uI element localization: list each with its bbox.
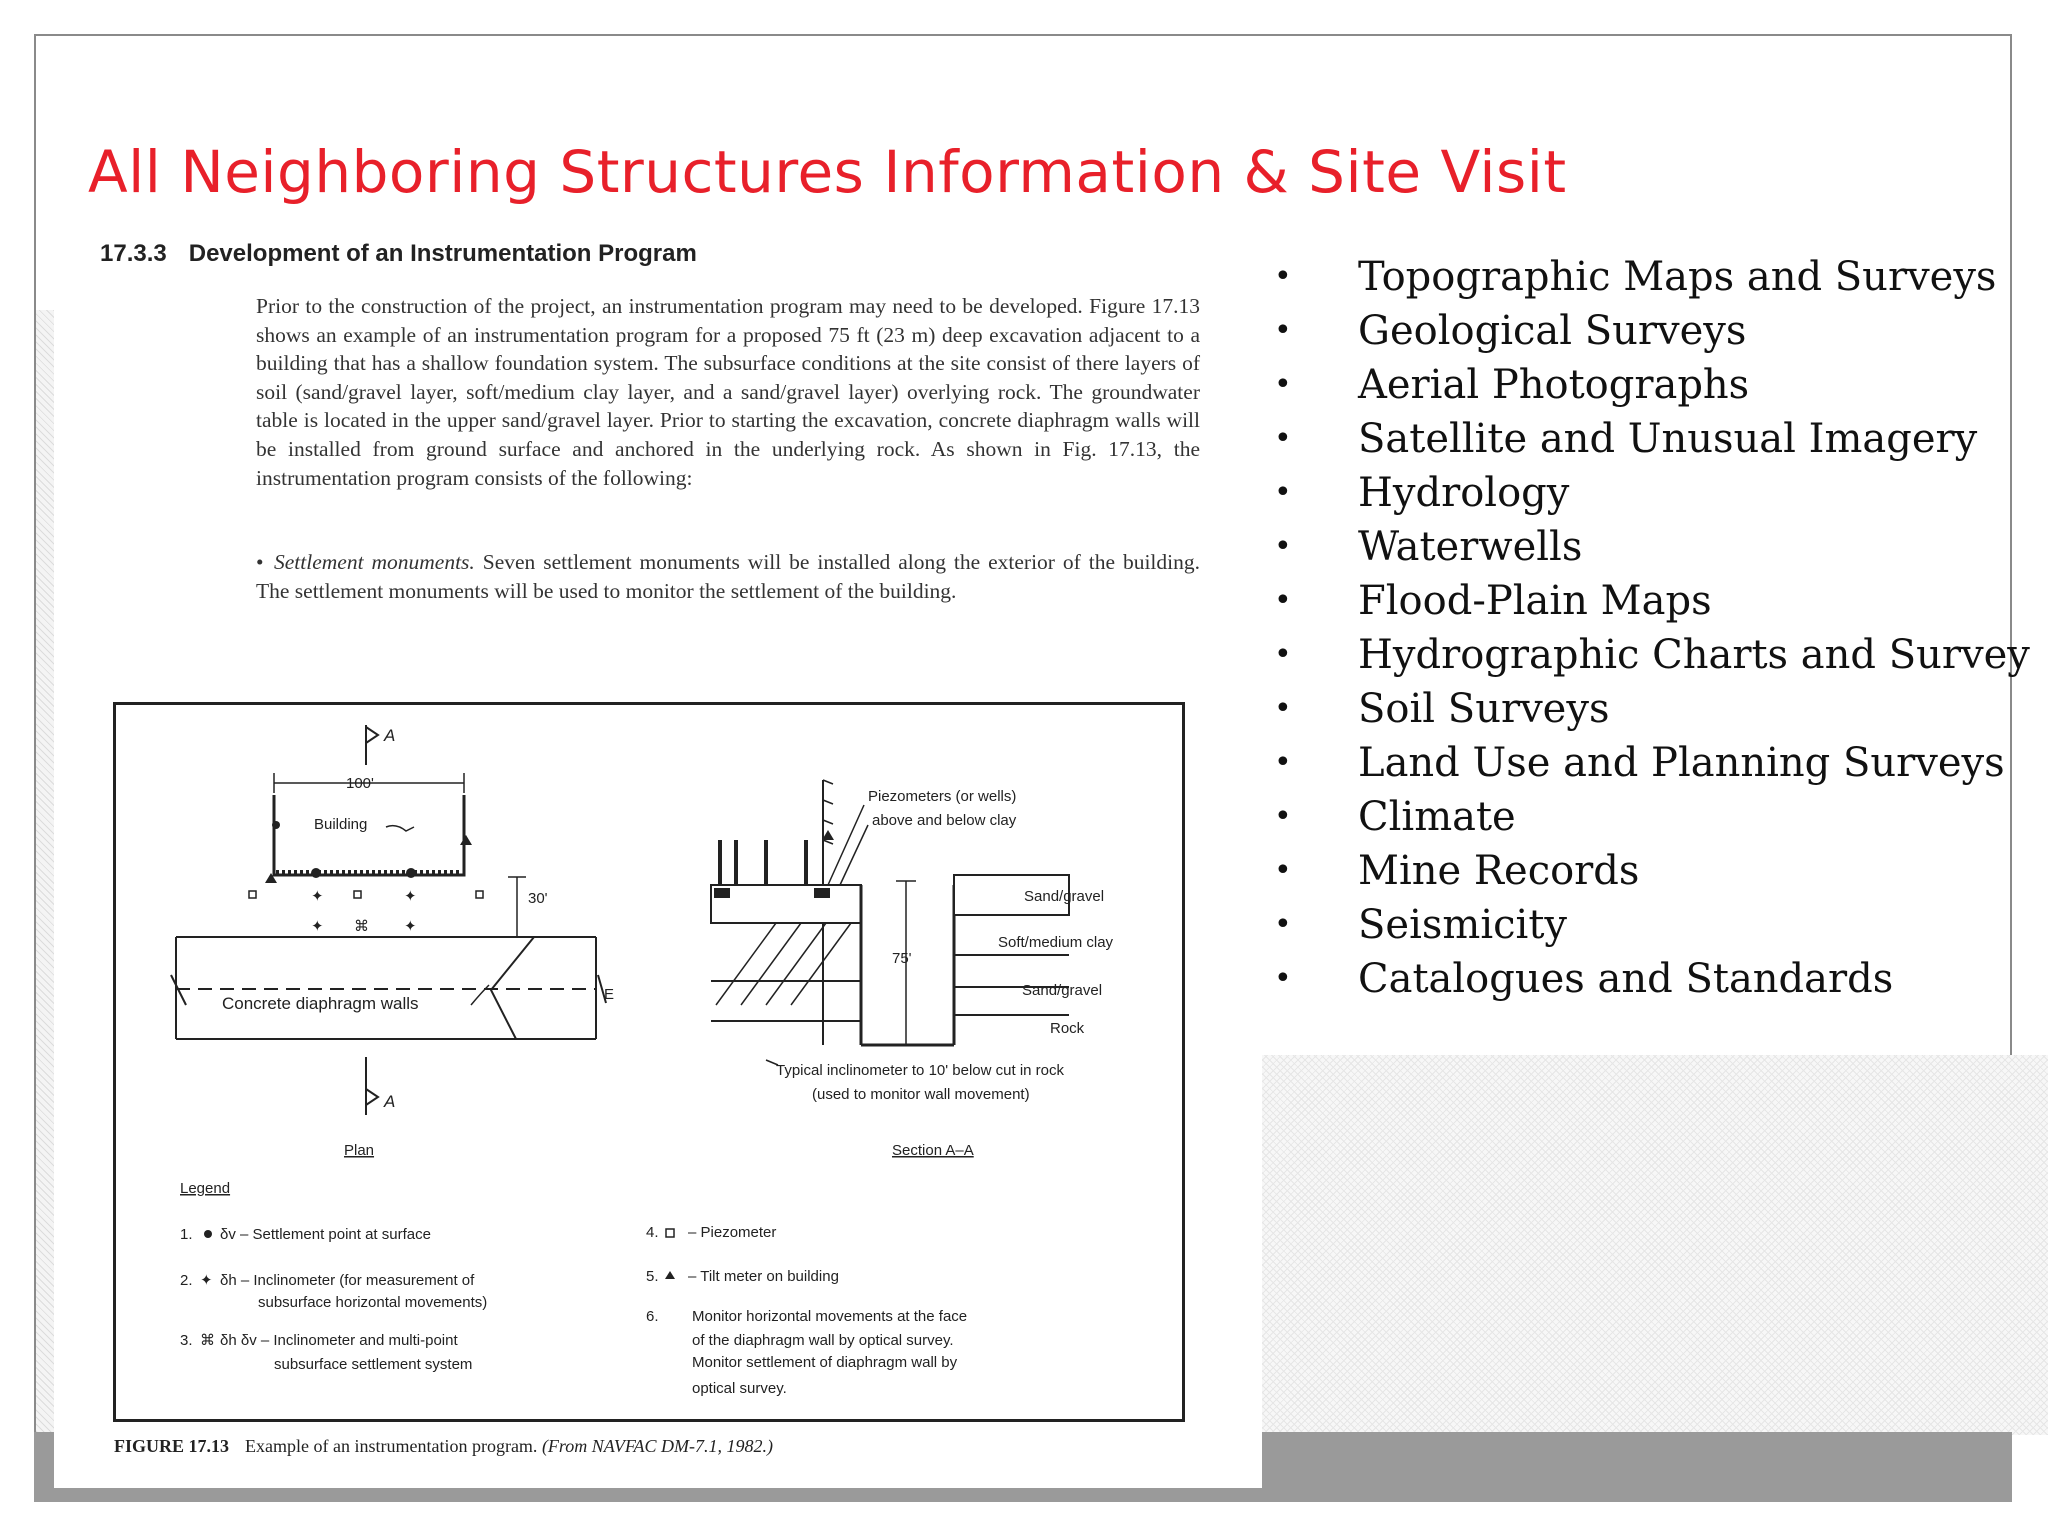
bullet-dot: • [1274,745,1292,780]
topic-text: Soil Surveys [1358,686,1610,732]
bullet-dot: • [1274,529,1292,564]
topic-text: Waterwells [1358,524,1583,570]
settlement-bullet [256,548,1200,605]
plan-width-label: 100' [346,775,374,792]
bullet-dot: • [256,550,264,574]
legend-4-line1: – Piezometer [688,1224,777,1241]
legend-2-line2: subsurface horizontal movements) [258,1294,488,1311]
right-pattern-panel [1262,1055,2048,1435]
inclinometer-label-2: (used to monitor wall movement) [812,1086,1030,1103]
svg-text:✦: ✦ [404,888,417,905]
body-paragraph: Prior to the construction of the project, an instrumentation program may need to be developed. Figure 17.13 shows an example of an instrumentation program for a proposed 75 ft (23 m) deep excavation adjacent to a building that has a shallow foundation system. The subsurface conditions at the site consist of there layers of soil (sand/gravel layer, soft/medium clay layer, and a sand/gravel layer) overlying rock. The groundwater table is located in the upper sand/gravel layer. Prior to starting the excavation, concrete diaphragm walls will be installed from ground surface and anchored in the underlying rock. As shown in Fig. 17.13, the instrumentation program consists of the following: [256,294,1200,490]
plan-title: Plan [344,1142,375,1159]
bullet-dot: • [1274,421,1292,456]
plan-marker-bottom: A [384,1092,396,1111]
topic-text: Land Use and Planning Surveys [1358,740,2005,786]
topic-text: Flood-Plain Maps [1358,578,1712,624]
caption-text: Example of an instrumentation program. [245,1436,542,1456]
legend-6-line3: Monitor settlement of diaphragm wall by [692,1354,958,1371]
topic-text: Topographic Maps and Surveys [1358,254,1997,300]
legend-5-num: 5. [646,1268,659,1285]
plan-marker-top: A [384,726,396,745]
svg-text:⌘: ⌘ [200,1332,215,1349]
topic-text: Climate [1358,794,1516,840]
legend-title: Legend [180,1180,231,1197]
svg-text:✦: ✦ [311,888,324,905]
caption-label: FIGURE 17.13 [114,1436,230,1456]
svg-text:✦: ✦ [404,918,417,935]
topic-text: Catalogues and Standards [1358,956,1894,1002]
section-view [711,780,1114,1159]
legend-6-num: 6. [646,1308,659,1325]
bullet-dot: • [1274,799,1292,834]
bullet-dot: • [1274,907,1292,942]
caption-source: (From NAVFAC DM-7.1, 1982.) [541,1436,774,1456]
legend-3-line2: subsurface settlement system [274,1356,473,1373]
bullet-dot: • [1274,637,1292,672]
section-number: 17.3.3 [100,240,167,267]
legend-2-line1: δh – Inclinometer (for measurement of [220,1272,475,1289]
topic-text: Hydrographic Charts and Survey [1358,632,2030,678]
slide-title: All Neighboring Structures Information & Site Visit [88,138,1567,206]
inclinometer-label-1: Typical inclinometer to 10' below cut in rock [776,1062,1064,1079]
legend-3-num: 3. [180,1332,193,1349]
legend-1-line1: δv – Settlement point at surface [220,1226,431,1243]
bullet-dot: • [1274,475,1292,510]
bullet-lead: Settlement monuments. [274,550,475,574]
bullet-dot: • [1274,367,1292,402]
topic-text: Mine Records [1358,848,1640,894]
building-label: Building [314,816,368,833]
bullet-dot: • [1274,313,1292,348]
legend-5-line1: – Tilt meter on building [688,1268,839,1285]
bullet-dot: • [1274,583,1292,618]
legend-1-num: 1. [180,1226,193,1243]
bullet-dot: • [1274,259,1292,294]
left-edge-pattern [36,310,54,1460]
piezometer-label-1: Piezometers (or wells) [868,788,1017,805]
wall-label: Concrete diaphragm walls [222,994,419,1013]
topic-text: Seismicity [1358,902,1567,948]
section-title: Section A–A [892,1142,974,1159]
topic-text: Aerial Photographs [1358,362,1750,408]
legend-6-line1: Monitor horizontal movements at the face [692,1308,968,1325]
section-title: Development of an Instrumentation Program [188,240,697,267]
instrumentation-diagram [116,705,1182,1419]
legend-2-num: 2. [180,1272,193,1289]
layer-1-label: Sand/gravel [1024,888,1105,905]
topic-text: Geological Surveys [1358,308,1747,354]
legend-6-line2: of the diaphragm wall by optical survey. [692,1332,954,1349]
legend-6-line4: optical survey. [692,1380,787,1397]
wall-end-mark: E [604,986,615,1003]
layer-2-label: Soft/medium clay [998,934,1114,951]
plan-view [171,725,614,1159]
svg-text:✦: ✦ [311,918,324,935]
topic-text: Hydrology [1358,470,1570,516]
piezometer-label-2: above and below clay [872,812,1017,829]
bullet-dot: • [1274,853,1292,888]
plan-offset-label: 30' [528,890,548,907]
section-heading [100,240,697,268]
bullet-dot: • [1274,691,1292,726]
figure-17-13 [113,702,1185,1422]
bullet-dot: • [1274,961,1292,996]
figure-caption [114,1436,773,1457]
bullet-text: Seven settlement monuments will be installed along the exterior of the building. The settlement monuments will be used to monitor the settlement of the building. [256,550,1200,603]
svg-text:⌘: ⌘ [354,918,369,935]
svg-text:✦: ✦ [200,1272,213,1289]
layer-4-label: Rock [1050,1020,1085,1037]
legend-4-num: 4. [646,1224,659,1241]
topic-text: Satellite and Unusual Imagery [1358,416,1978,462]
legend [180,1180,967,1397]
legend-3-line1: δh δv – Inclinometer and multi-point [220,1332,458,1349]
depth-label: 75' [892,950,912,967]
layer-3-label: Sand/gravel [1022,982,1103,999]
